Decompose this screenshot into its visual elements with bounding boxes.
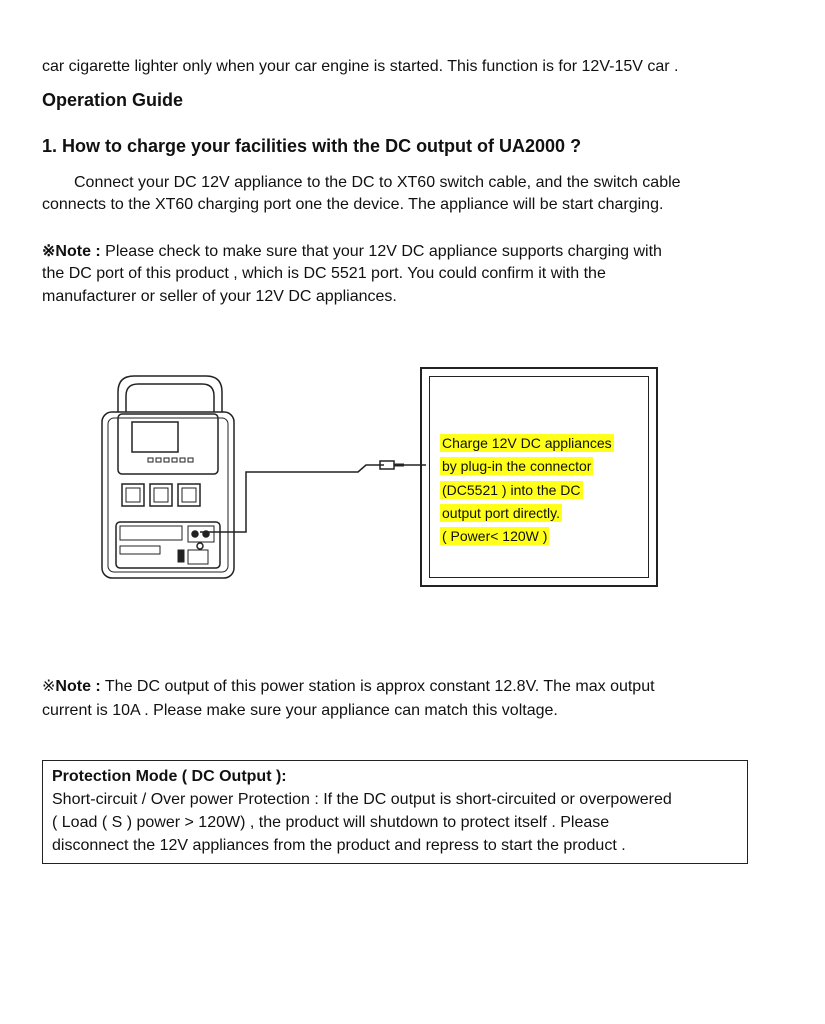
callout-line-5: ( Power< 120W ) bbox=[442, 528, 548, 544]
intro-text: car cigarette lighter only when your car engine is started. This function is for 12V-15V car . bbox=[42, 58, 679, 75]
protection-line-3: disconnect the 12V appliances from the product and repress to start the product . bbox=[52, 837, 626, 854]
callout-box bbox=[420, 367, 658, 587]
power-station-handle bbox=[118, 376, 222, 412]
note-2-line-1 bbox=[42, 677, 655, 697]
callout-line-4: output port directly. bbox=[442, 505, 561, 521]
paragraph-line-1: Connect your DC 12V appliance to the DC to XT60 switch cable, and the switch cable bbox=[74, 174, 681, 191]
note-1-text: Please check to make sure that your 12V DC appliance supports charging with bbox=[100, 243, 662, 260]
protection-line-2: ( Load ( S ) power > 120W) , the product will shutdown to protect itself . Please bbox=[52, 814, 610, 831]
display-screen-icon bbox=[132, 422, 178, 452]
paragraph-line-2: connects to the XT60 charging port one the device. The appliance will be start charging. bbox=[42, 196, 664, 213]
callout-line-2: by plug-in the connector bbox=[442, 458, 592, 474]
note-1-line-2: the DC port of this product , which is DC 5521 port. You could confirm it with the bbox=[42, 265, 606, 282]
protection-title: Protection Mode ( DC Output ): bbox=[52, 768, 287, 785]
ac-outlets-icon bbox=[122, 484, 200, 506]
display-panel bbox=[118, 414, 218, 474]
note-1-label: Note : bbox=[55, 243, 101, 260]
section-title: Operation Guide bbox=[42, 90, 184, 110]
ports-panel bbox=[116, 522, 220, 568]
note-1-line-3: manufacturer or seller of your 12V DC appliances. bbox=[42, 288, 397, 305]
note-1-mark: ※ bbox=[42, 243, 56, 260]
indicator-dots-icon bbox=[148, 458, 193, 462]
note-2-text: The DC output of this power station is approx constant 12.8V. The max output bbox=[100, 678, 655, 695]
question-title: 1. How to charge your facilities with the DC output of UA2000 ? bbox=[42, 136, 582, 156]
protection-line-1: Short-circuit / Over power Protection : If the DC output is short-circuited or overpowered bbox=[52, 791, 672, 808]
note-1-line-1 bbox=[42, 242, 662, 262]
note-2-label: Note : bbox=[55, 678, 101, 695]
callout-line-3: (DC5521 ) into the DC bbox=[442, 482, 581, 498]
power-button-icon bbox=[188, 550, 208, 564]
callout-line-1: Charge 12V DC appliances bbox=[442, 435, 612, 451]
note-2-mark: ※ bbox=[42, 678, 56, 695]
note-2-line-2: current is 10A . Please make sure your appliance can match this voltage. bbox=[42, 702, 558, 719]
usb-ports-icon bbox=[120, 526, 182, 540]
